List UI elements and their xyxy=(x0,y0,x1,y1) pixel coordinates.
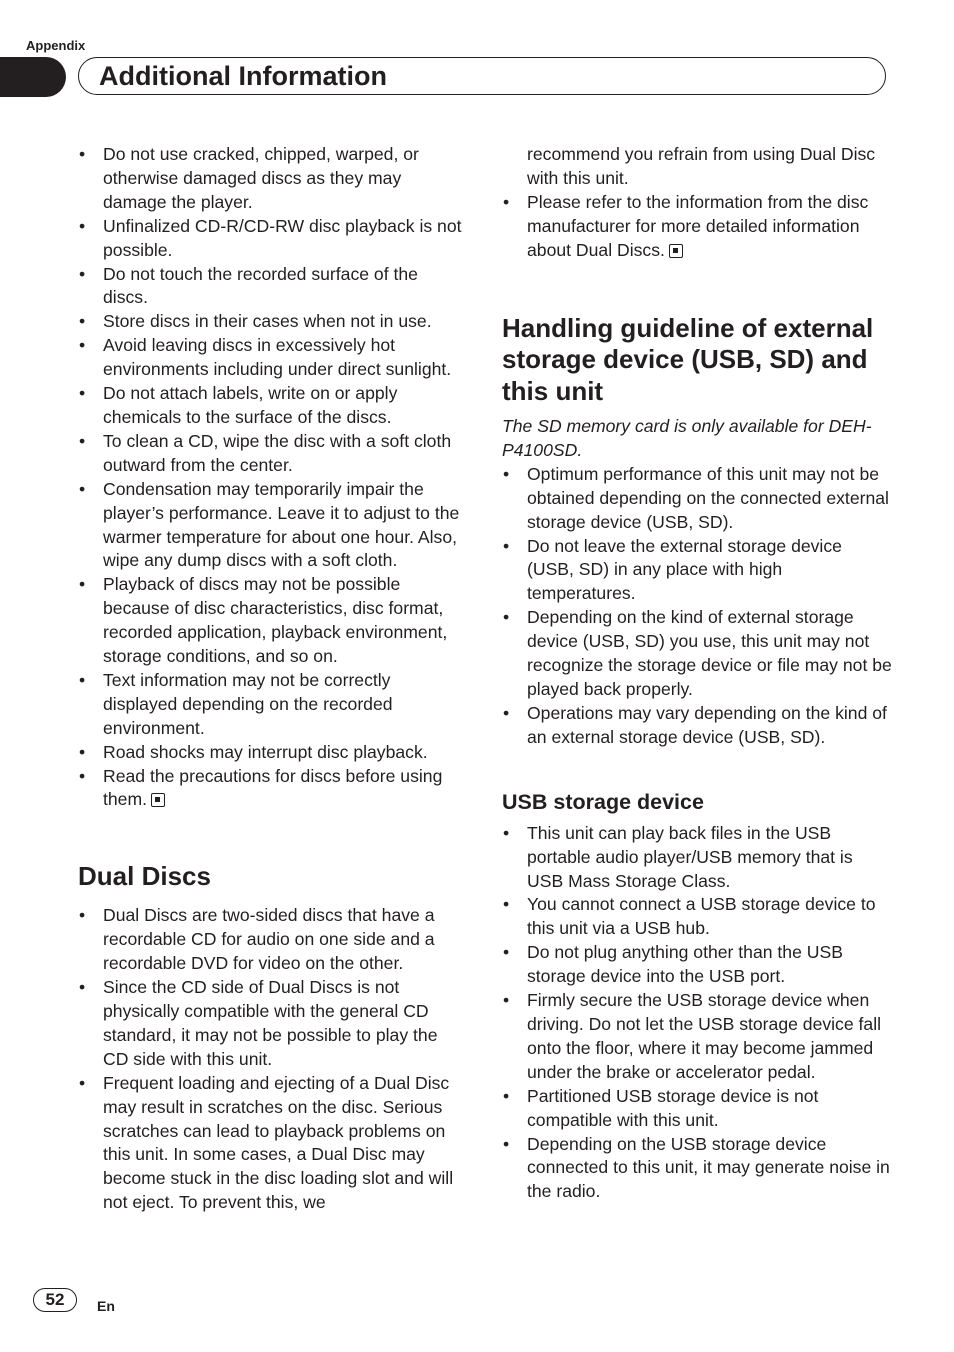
list-item: • Do not attach labels, write on or apply chemicals to the surface of the discs. xyxy=(78,382,466,430)
list-item: • Avoid leaving discs in excessively hot environments including under direct sunlight. xyxy=(78,334,466,382)
list-item: • Text information may not be correctly displayed depending on the recorded environment. xyxy=(78,669,466,741)
list-item: • Do not touch the recorded surface of the discs. xyxy=(78,263,466,311)
list-item: • Playback of discs may not be possible because of disc characteristics, disc format, recorded application, playback environment, storage conditions, and so on. xyxy=(78,573,466,669)
right-column xyxy=(502,143,892,1204)
list-item: • Unfinalized CD-R/CD-RW disc playback is not possible. xyxy=(78,215,466,263)
list-item: • Depending on the kind of external storage device (USB, SD) you use, this unit may not recognize the storage device or file may not be played back properly. xyxy=(502,606,892,702)
list-item: • Do not use cracked, chipped, warped, or otherwise damaged discs as they may damage the player. xyxy=(78,143,466,215)
list-item: • Partitioned USB storage device is not compatible with this unit. xyxy=(502,1085,892,1133)
list-item xyxy=(502,191,892,263)
handling-guideline-heading: Handling guideline of external storage device (USB, SD) and this unit xyxy=(502,312,874,406)
sd-availability-note: The SD memory card is only available for DEH-P4100SD. xyxy=(502,416,872,460)
language-label: En xyxy=(97,1298,115,1314)
dual-discs-list-continued xyxy=(502,191,892,263)
handling-guideline-list xyxy=(502,463,892,750)
section-label: Appendix xyxy=(26,38,86,53)
list-item: • This unit can play back files in the USB portable audio player/USB memory that is USB Mass Storage Class. xyxy=(502,822,892,894)
header-bar xyxy=(78,57,886,95)
list-item: • Do not plug anything other than the USB storage device into the USB port. xyxy=(502,941,892,989)
disc-precautions-list xyxy=(78,143,466,812)
list-item: • Store discs in their cases when not in use. xyxy=(78,310,466,334)
end-mark-icon xyxy=(669,244,683,258)
usb-storage-list xyxy=(502,822,892,1205)
dual-discs-heading: Dual Discs xyxy=(78,861,211,892)
list-item: • Road shocks may interrupt disc playback. xyxy=(78,741,466,765)
list-item: • Dual Discs are two-sided discs that have a recordable CD for audio on one side and a recordable DVD for video on the other. xyxy=(78,904,466,976)
list-item xyxy=(78,765,466,813)
page-title: Additional Information xyxy=(99,61,387,91)
list-item-text: Read the precautions for discs before using them. xyxy=(103,765,443,810)
dual-discs-list xyxy=(78,904,466,1215)
list-item: • To clean a CD, wipe the disc with a soft cloth outward from the center. xyxy=(78,430,466,478)
list-item: • Condensation may temporarily impair the player’s performance. Leave it to adjust to the warmer temperature for about one hour. Also, wipe any dump discs with a soft cloth. xyxy=(78,478,466,574)
dual-discs-continuation: recommend you refrain from using Dual Disc with this unit. xyxy=(527,144,876,188)
usb-storage-heading: USB storage device xyxy=(502,789,704,814)
left-column xyxy=(78,143,466,1215)
page-number: 52 xyxy=(33,1288,77,1312)
list-item: • You cannot connect a USB storage device to this unit via a USB hub. xyxy=(502,893,892,941)
list-item: • Operations may vary depending on the kind of an external storage device (USB, SD). xyxy=(502,702,892,750)
list-item-text: Please refer to the information from the disc manufacturer for more detailed information about Dual Discs. xyxy=(527,191,869,260)
list-item: • Firmly secure the USB storage device when driving. Do not let the USB storage device fall onto the floor, where it may become jammed under the brake or accelerator pedal. xyxy=(502,989,892,1085)
list-item: • Optimum performance of this unit may not be obtained depending on the connected external storage device (USB, SD). xyxy=(502,463,892,535)
list-item: • Since the CD side of Dual Discs is not physically compatible with the general CD standard, it may not be possible to play the CD side with this unit. xyxy=(78,976,466,1072)
end-mark-icon xyxy=(151,793,165,807)
list-item: • Depending on the USB storage device connected to this unit, it may generate noise in the radio. xyxy=(502,1133,892,1205)
chapter-tab xyxy=(0,57,66,97)
list-item: • Do not leave the external storage device (USB, SD) in any place with high temperatures. xyxy=(502,535,892,607)
list-item: • Frequent loading and ejecting of a Dual Disc may result in scratches on the disc. Serious scratches can lead to playback problems on this unit. In some cases, a Dual Disc may become stuck in the disc loading slot and will not eject. To prevent this, we xyxy=(78,1072,466,1215)
